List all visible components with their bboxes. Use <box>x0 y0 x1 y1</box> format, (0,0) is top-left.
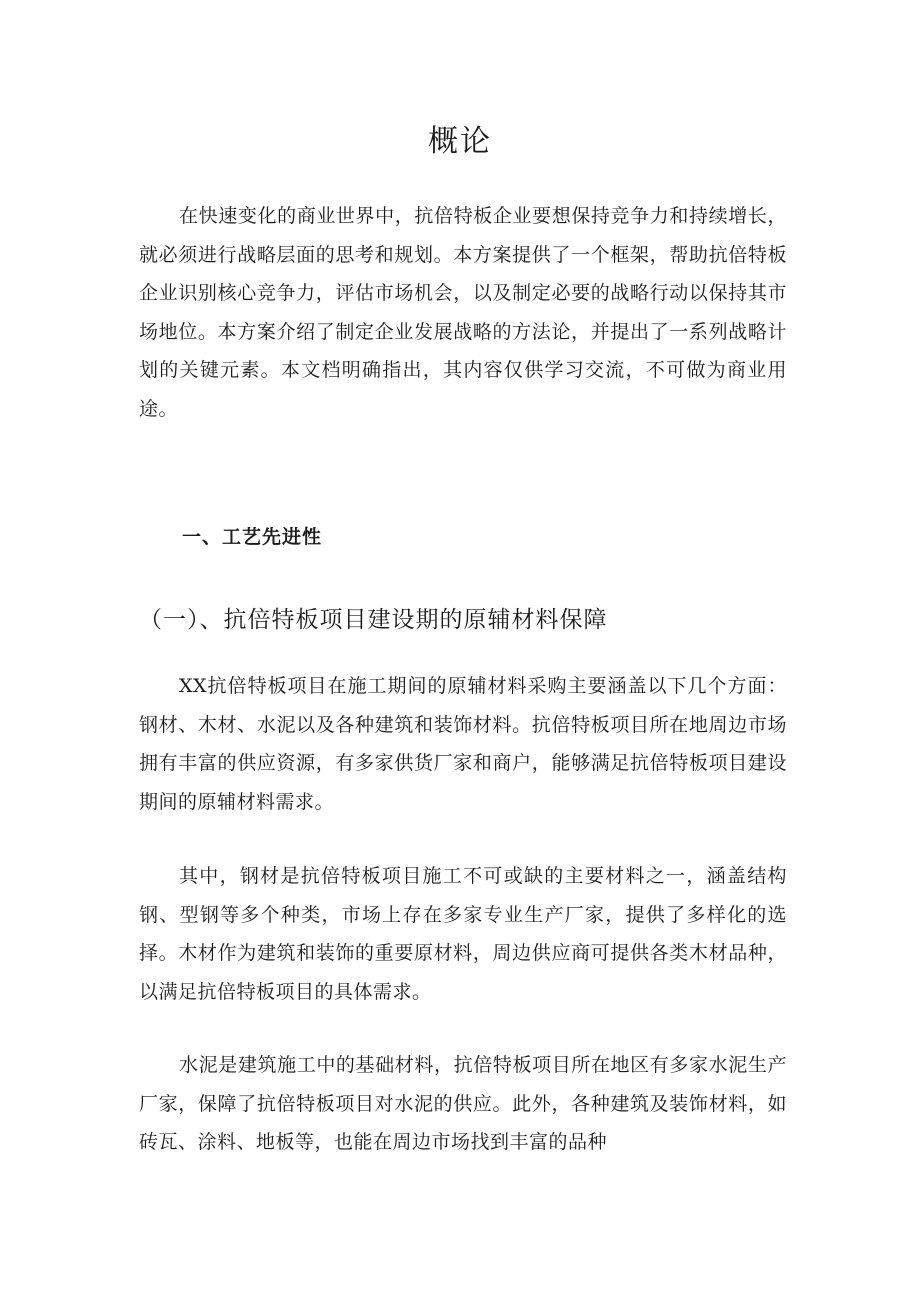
body-paragraph: 其中，钢材是抗倍特板项目施工不可或缺的主要材料之一，涵盖结构钢、型钢等多个种类，市场上存在多家专业生产厂家，提供了多样化的选择。木材作为建筑和装饰的重要原材料，周边供应商可提供各类木材品种，以满足抗倍特板项目的具体需求。 <box>139 865 787 1003</box>
body-paragraph: 水泥是建筑施工中的基础材料，抗倍特板项目所在地区有多家水泥生产厂家，保障了抗倍特板项目对水泥的供应。此外，各种建筑及装饰材料，如砖瓦、涂料、地板等，也能在周边市场找到丰富的品种 <box>139 1054 787 1153</box>
page-title: 概论 <box>428 124 492 159</box>
section-heading: 一、工艺先进性 <box>182 526 323 548</box>
body-paragraph: XX抗倍特板项目在施工期间的原辅材料采购主要涵盖以下几个方面：钢材、木材、水泥以及各种建筑和装饰材料。抗倍特板项目所在地周边市场拥有丰富的供应资源，有多家供货厂家和商户，能够满足抗倍特板项目建设期间的原辅材料需求。 <box>139 675 787 813</box>
intro-paragraph: 在快速变化的商业世界中，抗倍特板企业要想保持竞争力和持续增长，就必须进行战略层面的思考和规划。本方案提供了一个框架，帮助抗倍特板企业识别核心竞争力，评估市场机会，以及制定必要的战略行动以保持其市场地位。本方案介绍了制定企业发展战略的方法论，并提出了一系列战略计划的关键元素。本文档明确指出，其内容仅供学习交流，不可做为商业用途。 <box>139 205 787 420</box>
subsection-heading: （一）、抗倍特板项目建设期的原辅材料保障 <box>139 607 608 633</box>
